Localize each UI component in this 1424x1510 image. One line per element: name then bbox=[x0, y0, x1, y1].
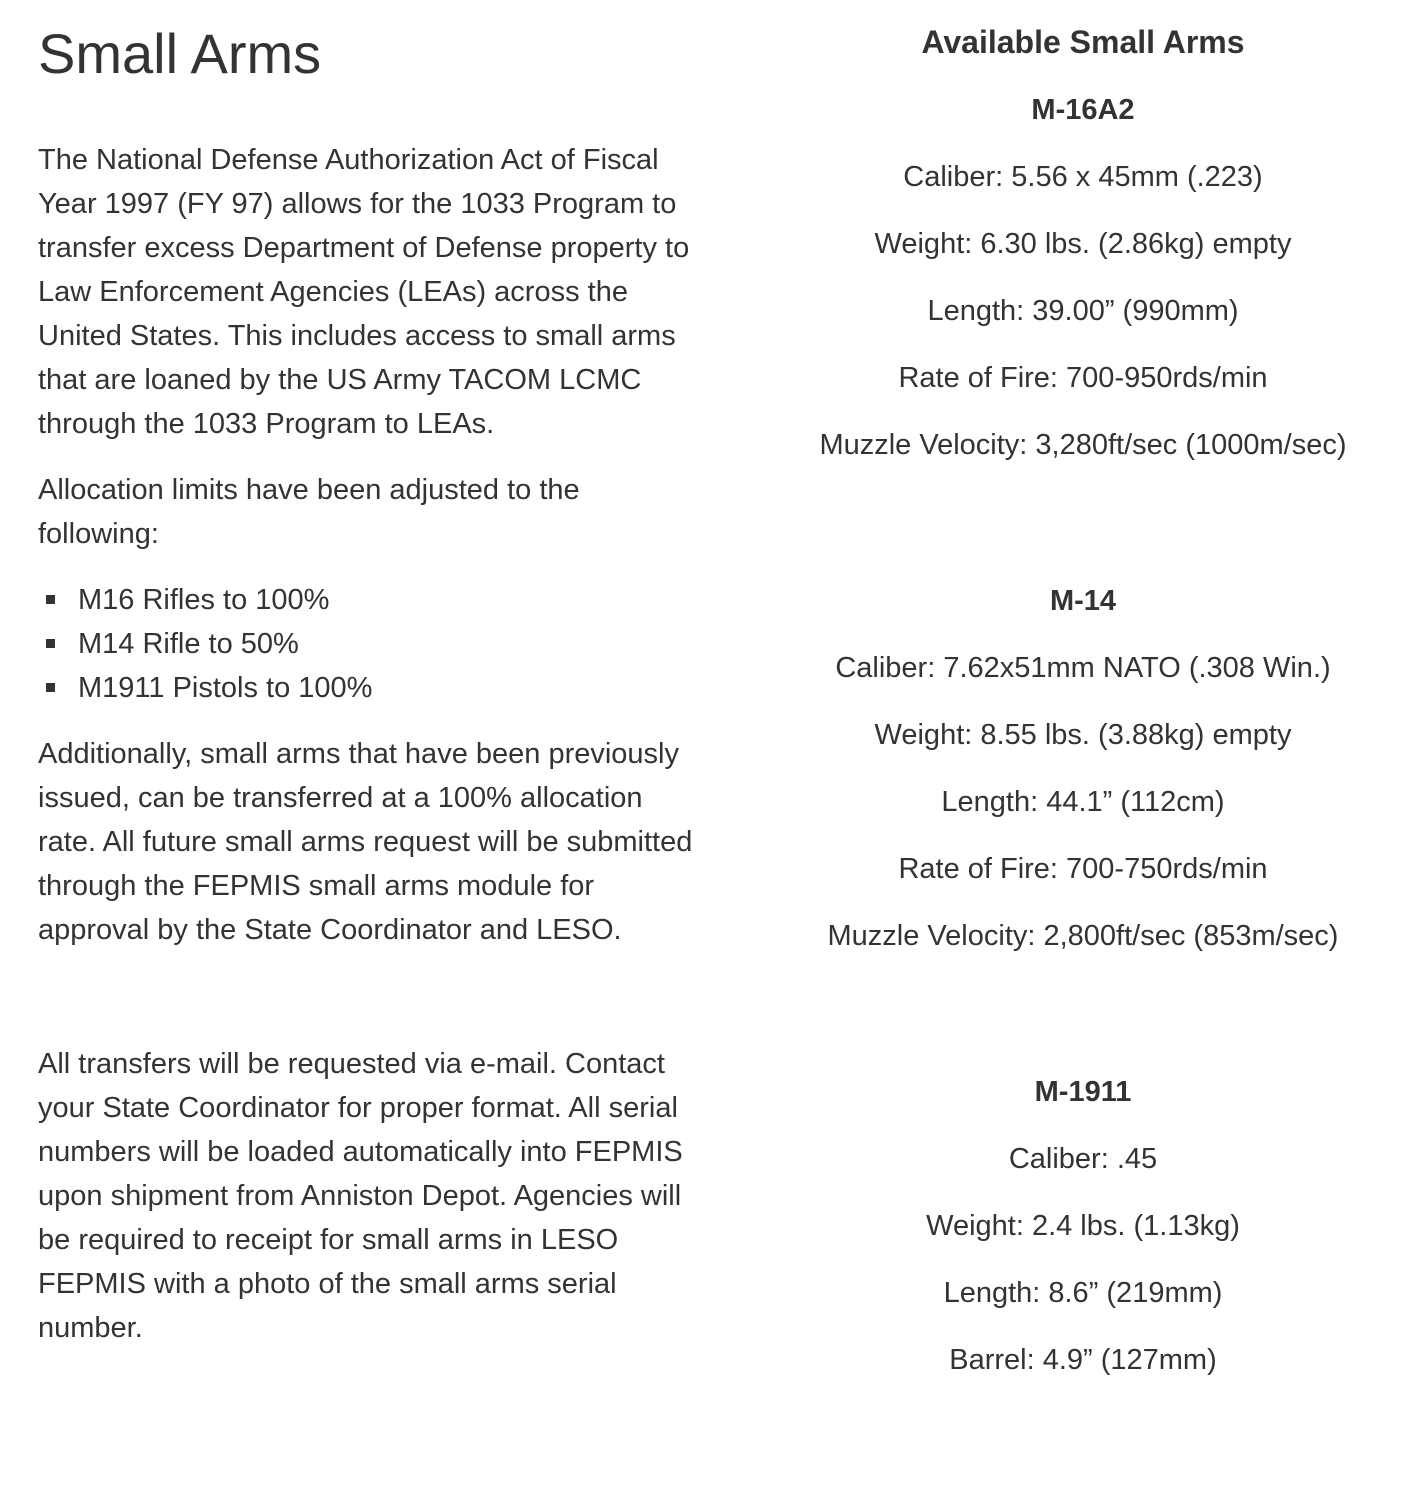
available-small-arms-heading: Available Small Arms bbox=[921, 24, 1245, 60]
allocation-intro-paragraph: Allocation limits have been adjusted to the following: bbox=[38, 474, 580, 551]
arm-spec-muzzle-velocity: Muzzle Velocity: 2,800ft/sec (853m/sec) bbox=[827, 920, 1339, 952]
list-item bbox=[38, 622, 698, 666]
square-bullet-icon bbox=[46, 639, 55, 648]
allocation-item-text: M16 Rifles to 100% bbox=[78, 584, 330, 617]
arm-name: M-14 bbox=[1049, 585, 1117, 617]
arm-spec-weight: Weight: 8.55 lbs. (3.88kg) empty bbox=[874, 719, 1292, 751]
allocation-list bbox=[38, 578, 698, 710]
list-item bbox=[38, 666, 698, 710]
arm-spec-muzzle-velocity: Muzzle Velocity: 3,280ft/sec (1000m/sec) bbox=[819, 429, 1347, 461]
page-title: Small Arms bbox=[38, 22, 322, 85]
arm-name: M-1911 bbox=[1034, 1076, 1132, 1108]
arm-spec-barrel: Barrel: 4.9” (127mm) bbox=[949, 1344, 1217, 1376]
right-column bbox=[740, 20, 1424, 1405]
allocation-item-text: M1911 Pistols to 100% bbox=[78, 672, 373, 705]
arm-m14 bbox=[740, 579, 1424, 958]
arm-spec-length: Length: 44.1” (112cm) bbox=[941, 786, 1225, 818]
previously-issued-paragraph: Additionally, small arms that have been previously issued, can be transferred at a 100% allocation rate. All future small arms request will be submitted through the FEPMIS small arms module for approval by the State Coordinator and LESO. bbox=[38, 738, 693, 947]
arm-spec-length: Length: 8.6” (219mm) bbox=[943, 1277, 1223, 1309]
intro-paragraph: The National Defense Authorization Act of Fiscal Year 1997 (FY 97) allows for the 1033 Program to transfer excess Department of Defense property to Law Enforcement Agencies (LEAs) across the United States. This includes access to small arms that are loaned by the US Army TACOM LCMC through the 1033 Program to LEAs. bbox=[38, 144, 690, 441]
arm-spec-rate-of-fire: Rate of Fire: 700-950rds/min bbox=[898, 362, 1268, 394]
list-item bbox=[38, 578, 698, 622]
arm-spec-rate-of-fire: Rate of Fire: 700-750rds/min bbox=[898, 853, 1268, 885]
transfer-instructions-paragraph: All transfers will be requested via e-mail. Contact your State Coordinator for proper format. All serial numbers will be loaded automatically into FEPMIS upon shipment from Anniston Depot. Agencies will be required to receipt for small arms in LESO FEPMIS with a photo of the small arms serial number. bbox=[38, 1048, 683, 1345]
arm-spec-caliber: Caliber: .45 bbox=[1008, 1143, 1158, 1175]
arm-spec-length: Length: 39.00” (990mm) bbox=[927, 295, 1239, 327]
square-bullet-icon bbox=[46, 683, 55, 692]
arm-spec-weight: Weight: 6.30 lbs. (2.86kg) empty bbox=[874, 228, 1292, 260]
arm-m1911 bbox=[740, 1070, 1424, 1382]
arm-spec-caliber: Caliber: 7.62x51mm NATO (.308 Win.) bbox=[835, 652, 1331, 684]
arm-spec-weight: Weight: 2.4 lbs. (1.13kg) bbox=[926, 1210, 1240, 1242]
arm-name: M-16A2 bbox=[1031, 94, 1135, 126]
allocation-item-text: M14 Rifle to 50% bbox=[78, 628, 299, 661]
left-column bbox=[38, 22, 698, 1350]
square-bullet-icon bbox=[46, 595, 55, 604]
arm-m16a2 bbox=[740, 88, 1424, 467]
arm-spec-caliber: Caliber: 5.56 x 45mm (.223) bbox=[903, 161, 1263, 193]
